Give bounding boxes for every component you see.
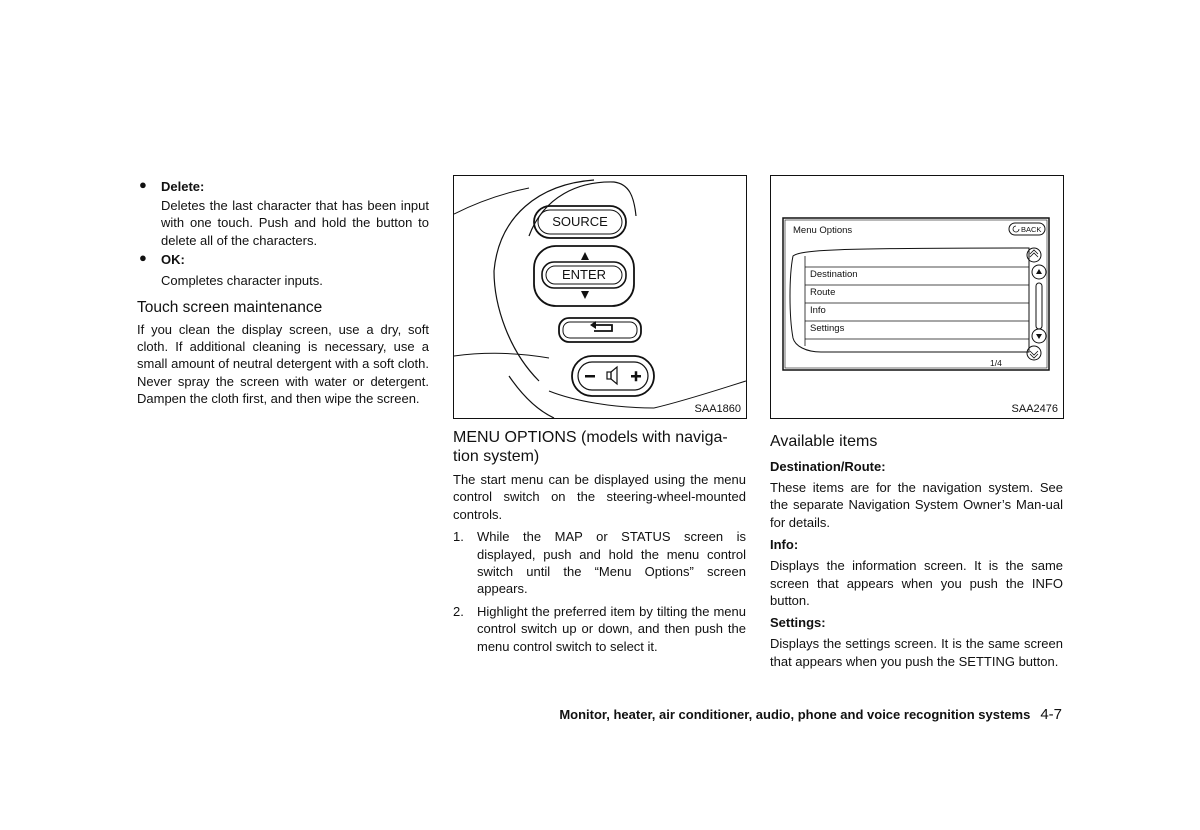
source-button-label: SOURCE — [552, 214, 608, 229]
volume-minus-icon — [585, 375, 595, 378]
menu-options-screen — [771, 176, 1063, 418]
step-text: While the MAP or STATUS screen is displayed, push and hold the menu control switch until the “Menu Options” screen appears. — [477, 529, 746, 597]
page-footer — [0, 706, 1062, 723]
bullet-title: OK: — [161, 252, 185, 268]
enter-button-label: ENTER — [561, 267, 607, 282]
section-heading: Touch screen maintenance — [137, 298, 323, 316]
item-title: Destination/Route: — [770, 459, 886, 474]
bullet-ok — [137, 251, 429, 289]
bullet-text: Deletes the last character that has been input with one touch. Push and hold the button to delete all of the characters. — [161, 198, 429, 248]
step-item — [453, 528, 746, 598]
section-heading: MENU OPTIONS (models with naviga-tion system) — [453, 429, 728, 465]
bullet-delete — [137, 178, 429, 249]
menu-options-figure — [770, 175, 1064, 419]
step-number: 1. — [453, 529, 464, 545]
item-text: Displays the settings screen. It is the same screen that appears when you push the SETTING button. — [770, 636, 1063, 669]
item-text: Displays the information screen. It is the same screen that appears when you push the INFO button. — [770, 558, 1063, 609]
paragraph: The start menu can be displayed using the menu control switch on the steering-wheel-mounted controls. — [453, 472, 746, 522]
menu-item-settings: Settings — [810, 323, 845, 334]
steering-switch-illustration — [454, 176, 746, 418]
bullet-dot: ● — [139, 250, 147, 266]
section-heading: Available items — [770, 433, 878, 450]
back-arrow-icon — [594, 325, 612, 331]
menu-item-info: Info — [810, 305, 826, 316]
bullet-text: Completes character inputs. — [161, 273, 323, 289]
bullet-title: Delete: — [161, 179, 205, 194]
bullet-dot: ● — [139, 177, 147, 192]
left-column — [137, 178, 429, 408]
menu-item-destination: Destination — [810, 269, 858, 280]
step-text: Highlight the preferred item by tilting the menu control switch up or down, and then push the menu control switch to select it. — [477, 603, 746, 654]
figure-code: SAA2476 — [1011, 403, 1058, 415]
footer-section-title: Monitor, heater, air conditioner, audio, phone and voice recognition systems — [559, 707, 1031, 722]
steering-switch-figure — [453, 175, 747, 419]
middle-column — [453, 428, 746, 655]
right-column — [770, 432, 1063, 670]
speaker-icon — [607, 367, 617, 384]
page-number: 4-7 — [1040, 706, 1062, 723]
step-item — [453, 603, 746, 655]
item-title: Info: — [770, 537, 799, 553]
back-button-label: BACK — [1021, 225, 1042, 234]
figure-code: SAA1860 — [694, 403, 741, 415]
screen-title: Menu Options — [793, 225, 853, 236]
item-text: These items are for the navigation system. See the separate Navigation System Owner’s Man-ual for details. — [770, 480, 1063, 530]
paragraph: If you clean the display screen, use a dry, soft cloth. If additional cleaning is necessary, use a small amount of neutral detergent with a soft cloth. Never spray the screen with water or detergent. Dampen the cloth first, and then wipe the screen. — [137, 321, 429, 407]
page-indicator: 1/4 — [990, 358, 1002, 368]
menu-item-route: Route — [810, 287, 836, 298]
step-number: 2. — [453, 603, 464, 619]
item-title: Settings: — [770, 615, 826, 631]
